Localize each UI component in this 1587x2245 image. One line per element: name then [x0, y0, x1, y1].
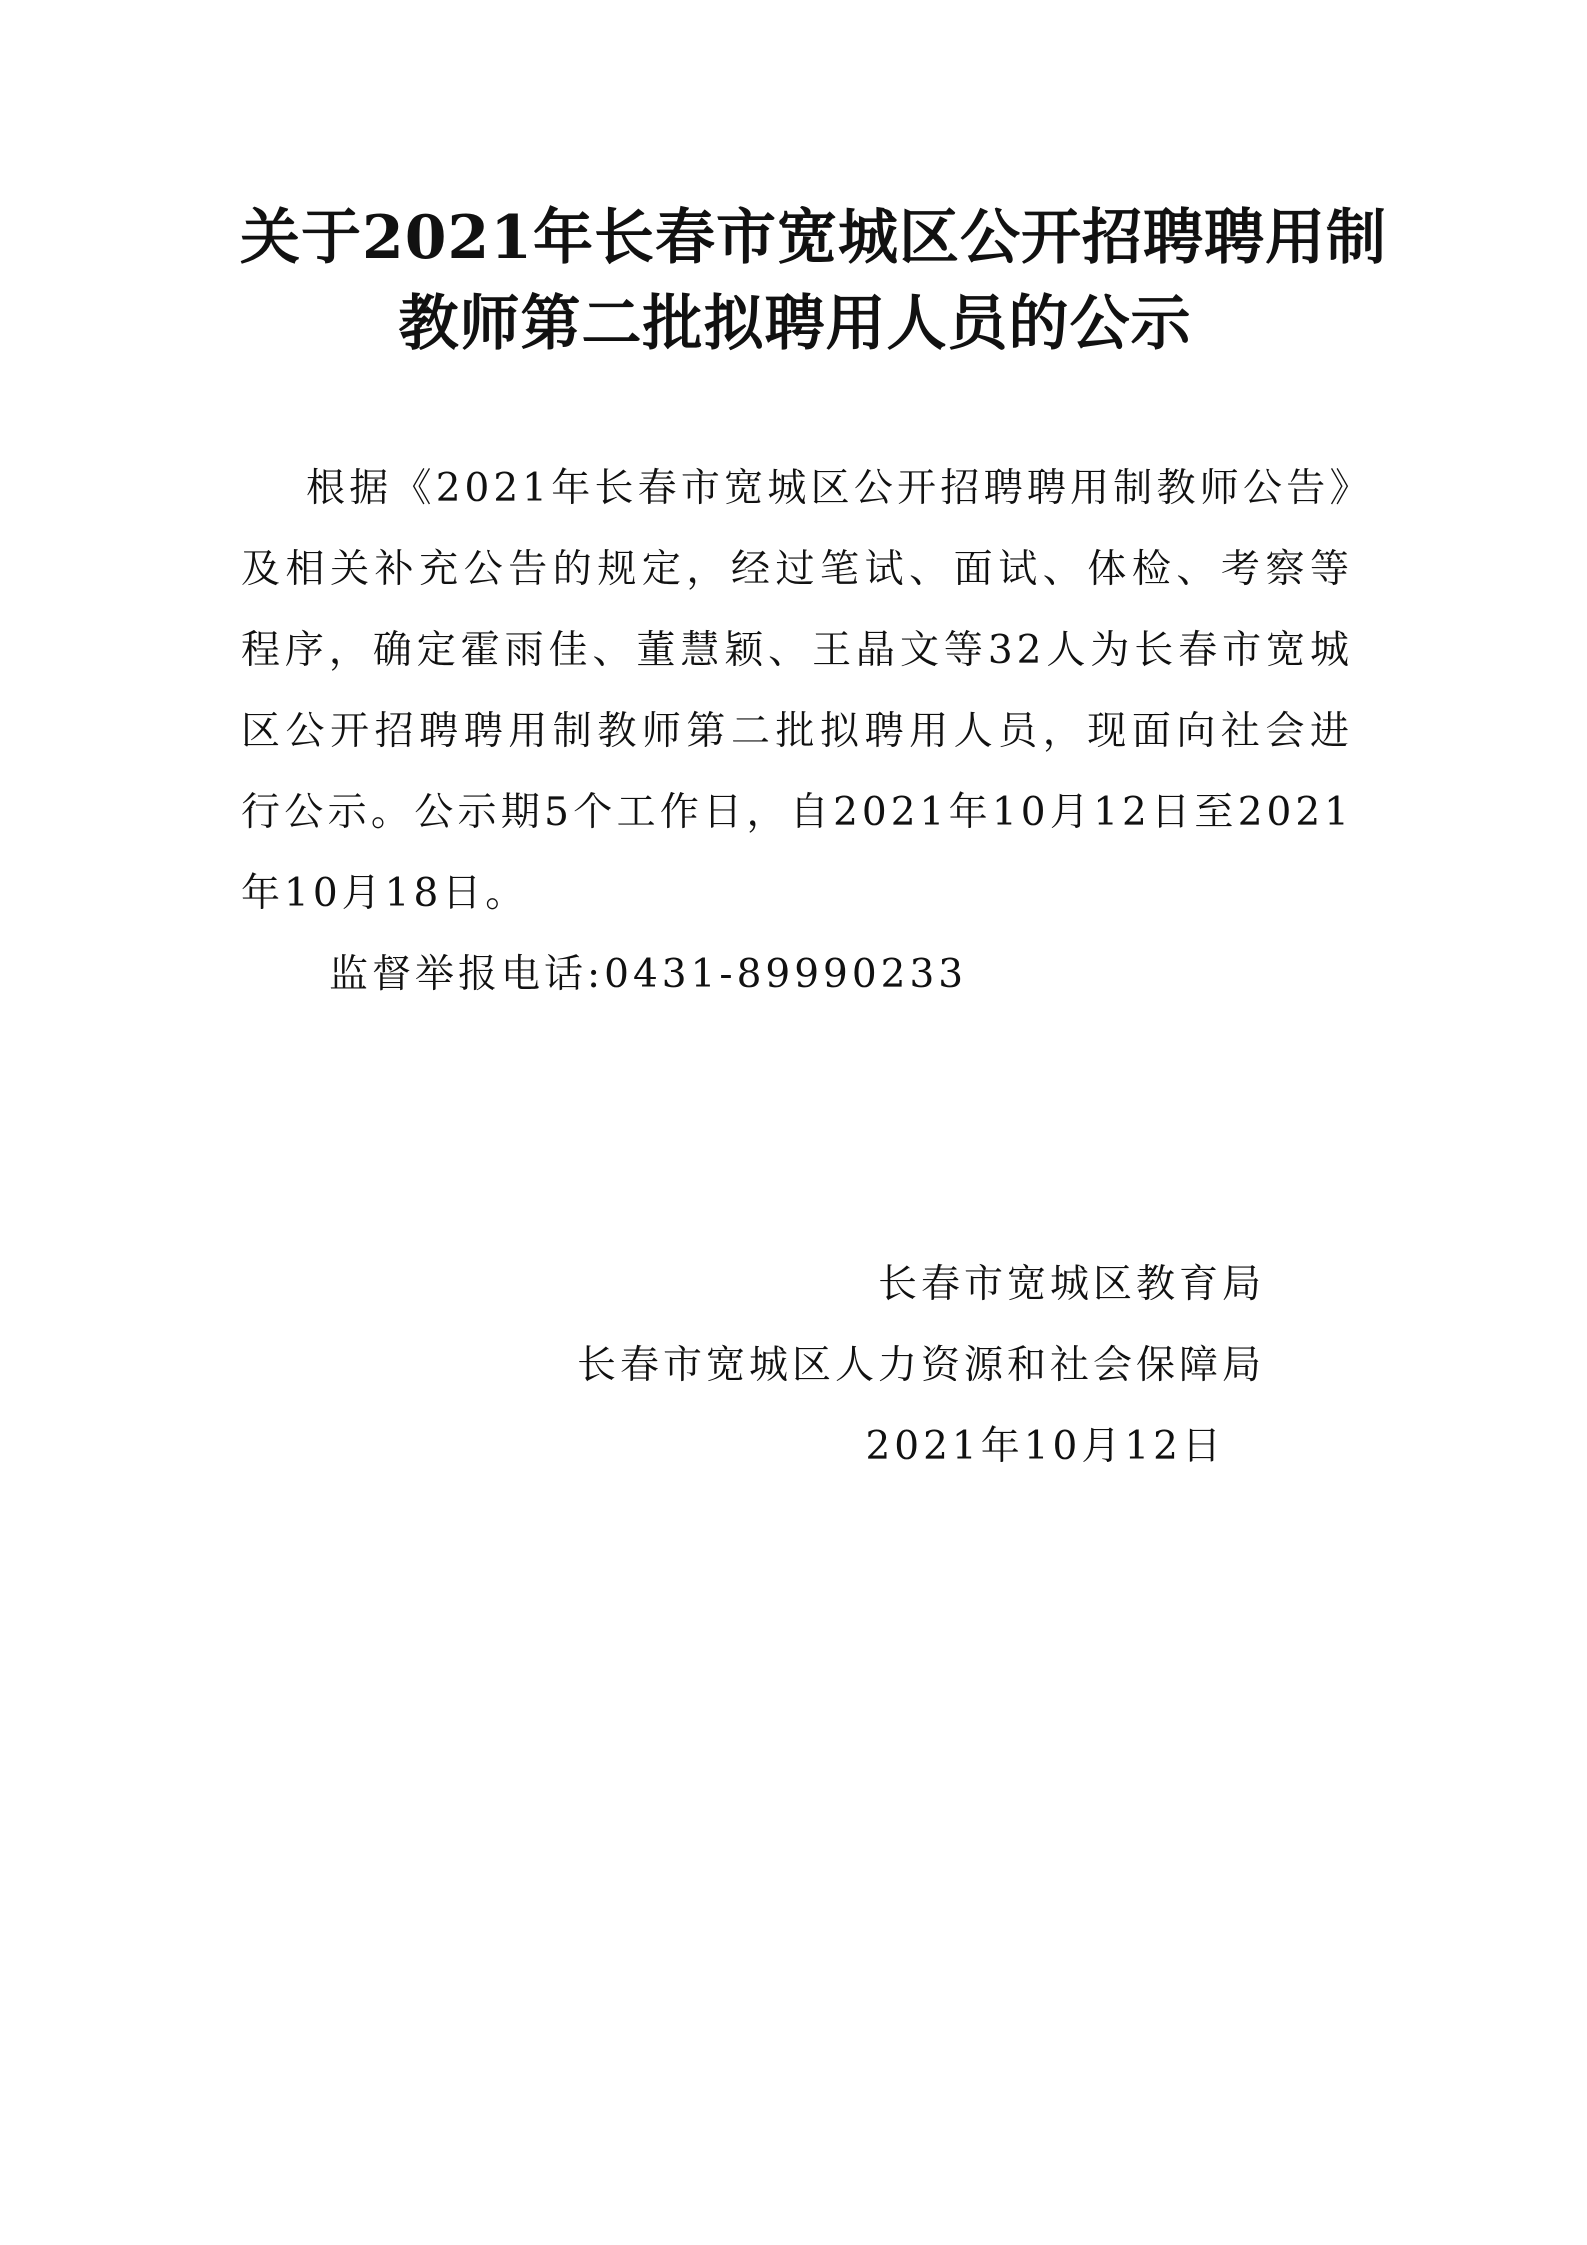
document-title	[240, 195, 1387, 367]
title-line-1: 关于2021年长春市宽城区公开招聘聘用制	[240, 203, 1387, 273]
signature-org-hr: 长春市宽城区人力资源和社会保障局	[576, 1343, 1265, 1388]
announcement-paragraph: 根据《2021年长春市宽城区公开招聘聘用制教师公告》及相关补充公告的规定，经过笔试、面试、体检、考察等程序，确定霍雨佳、董慧颖、王晶文等32人为长春市宽城区公开招聘聘用制教师第二批拟聘用人员，现面向社会进行公示。公示期5个工作日，自2021年10月12日至2021年10月18日。	[241, 466, 1353, 916]
signature-date: 2021年10月12日	[865, 1424, 1225, 1469]
hotline-text: 监督举报电话:0431-89990233	[329, 952, 968, 997]
signature-org-education: 长春市宽城区教育局	[877, 1262, 1265, 1307]
title-line-2: 教师第二批拟聘用人员的公示	[398, 289, 1192, 359]
document-body	[241, 448, 1353, 1015]
